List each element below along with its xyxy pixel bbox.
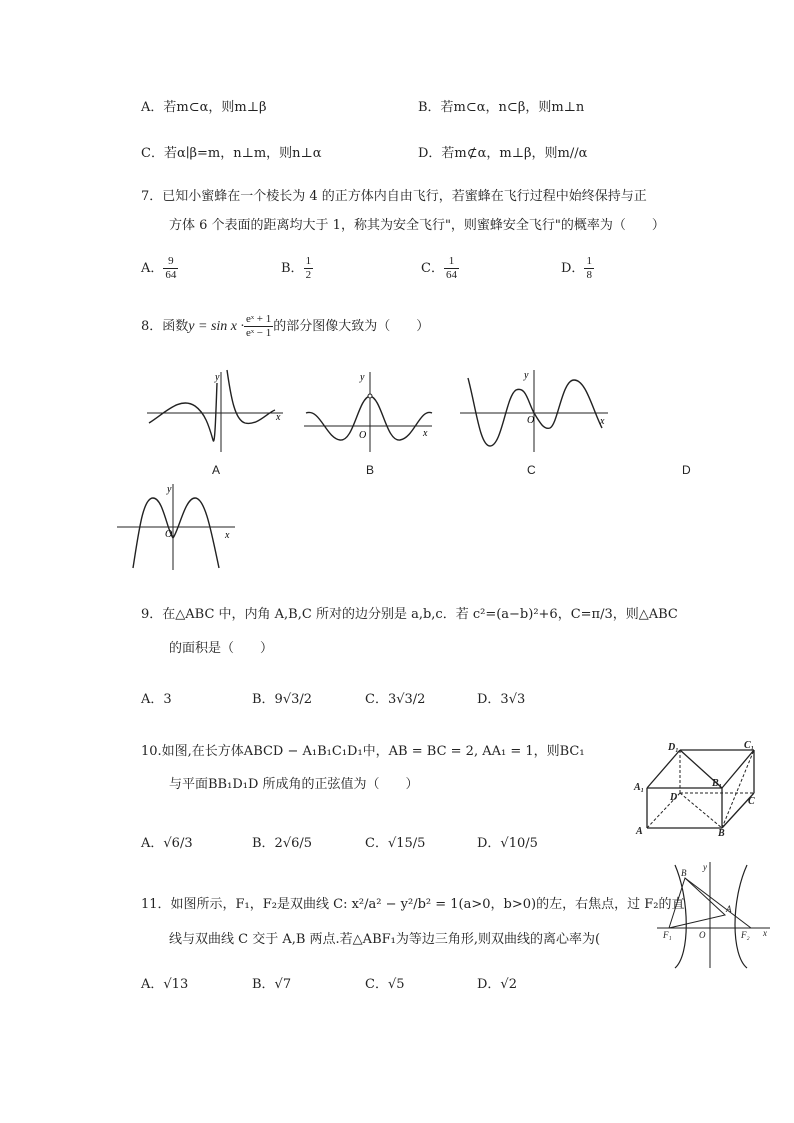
svg-text:B: B [681,868,687,878]
q8-graph-b [302,368,437,453]
q10-option-d: D．√10/5 [477,836,538,851]
q7-line1: 7．已知小蜜蜂在一个棱长为 4 的正方体内自由飞行，若蜜蜂在飞行过程中始终保持与正 [141,189,647,204]
svg-text:y: y [215,372,220,383]
svg-text:y: y [703,862,707,872]
svg-text:x: x [600,416,605,427]
q6-option-c: C．若α∣β=m，n⊥m，则n⊥α [141,146,322,161]
svg-text:B: B [718,828,725,838]
svg-text:F₂: F₂ [741,930,750,940]
q8-graph-d [115,480,240,572]
q10-cuboid-figure [632,738,762,838]
q11-line2: 线与双曲线 C 交于 A,B 两点.若△ABF₁为等边三角形,则双曲线的离心率为( [169,932,601,947]
svg-text:y: y [167,484,172,495]
svg-text:B₁: B₁ [712,778,723,789]
q10-option-a: A．√6/3 [141,836,193,851]
q8-graph-c [458,368,610,453]
q7-option-b: B． $\frac{1}{2}$ [281,255,312,281]
q11-option-a: A．√13 [141,977,189,992]
q11-option-b: B．√7 [252,977,292,992]
q10-option-b: B．2√6/5 [252,836,313,851]
q8-label-a: A [212,463,221,477]
svg-text:y: y [360,372,365,383]
q6-option-b: B．若m⊂α，n⊂β，则m⊥n [418,100,585,115]
svg-text:O: O [699,930,706,940]
svg-text:F₁: F₁ [663,930,672,940]
q7-option-a: A． $\frac{9}{64}$ [141,255,177,281]
svg-text:D: D [670,792,678,803]
q7-option-d: D． $\frac{1}{8}$ [561,255,592,281]
svg-text:O: O [165,529,173,540]
q10-option-c: C．√15/5 [365,836,426,851]
svg-text:x: x [225,530,230,541]
q6-option-a: A．若m⊂α，则m⊥β [141,100,267,115]
q11-hyperbola-figure [655,860,775,970]
svg-text:C₁: C₁ [744,740,755,751]
svg-text:O: O [359,430,367,441]
svg-text:A: A [636,826,643,837]
q8-label-c: C [527,463,536,477]
svg-text:x: x [276,412,281,423]
q9-line2: 的面积是（ ） [169,641,274,656]
q9-option-c: C．3√3/2 [365,692,426,707]
svg-text:C: C [748,796,755,807]
svg-text:A₁: A₁ [634,782,645,793]
q9-option-a: A．3 [141,692,172,707]
q9-option-b: B．9√3/2 [252,692,313,707]
q7-option-c: C． $\frac{1}{64}$ [421,255,457,281]
svg-text:y: y [524,370,529,381]
q8-stem: 8．函数y = sin x · $\frac{\text{eˣ + 1}}{\text{eˣ − 1}}$ 的部分图像大致为（ ） [141,313,430,339]
svg-text:A: A [726,904,732,914]
svg-text:x: x [423,428,428,439]
svg-text:D₁: D₁ [668,742,679,753]
q10-line1: 10.如图,在长方体ABCD − A₁B₁C₁D₁中，AB = BC = 2, AA₁ = 1，则BC₁ [141,744,585,759]
q11-option-d: D．√2 [477,977,517,992]
q8-graph-a [145,368,285,453]
svg-text:O: O [527,415,535,426]
q8-label-b: B [366,463,375,477]
svg-text:x: x [763,928,767,938]
q10-line2: 与平面BB₁D₁D 所成角的正弦值为（ ） [169,777,419,792]
q7-line2: 方体 6 个表面的距离均大于 1，称其为安全飞行"，则蜜蜂安全飞行"的概率为（ ） [169,218,665,233]
q6-option-d: D．若m⊄α，m⊥β，则m//α [418,146,588,161]
q9-option-d: D．3√3 [477,692,526,707]
q8-label-d: D [682,463,691,477]
q11-option-c: C．√5 [365,977,405,992]
q9-line1: 9．在△ABC 中，内角 A,B,C 所对的边分别是 a,b,c．若 c²=(a−b)²+6，C=π/3，则△ABC [141,607,678,622]
q11-line1: 11．如图所示，F₁，F₂是双曲线 C: x²/a² − y²/b² = 1(a>0，b>0)的左，右焦点，过 F₂的直 [141,897,685,912]
